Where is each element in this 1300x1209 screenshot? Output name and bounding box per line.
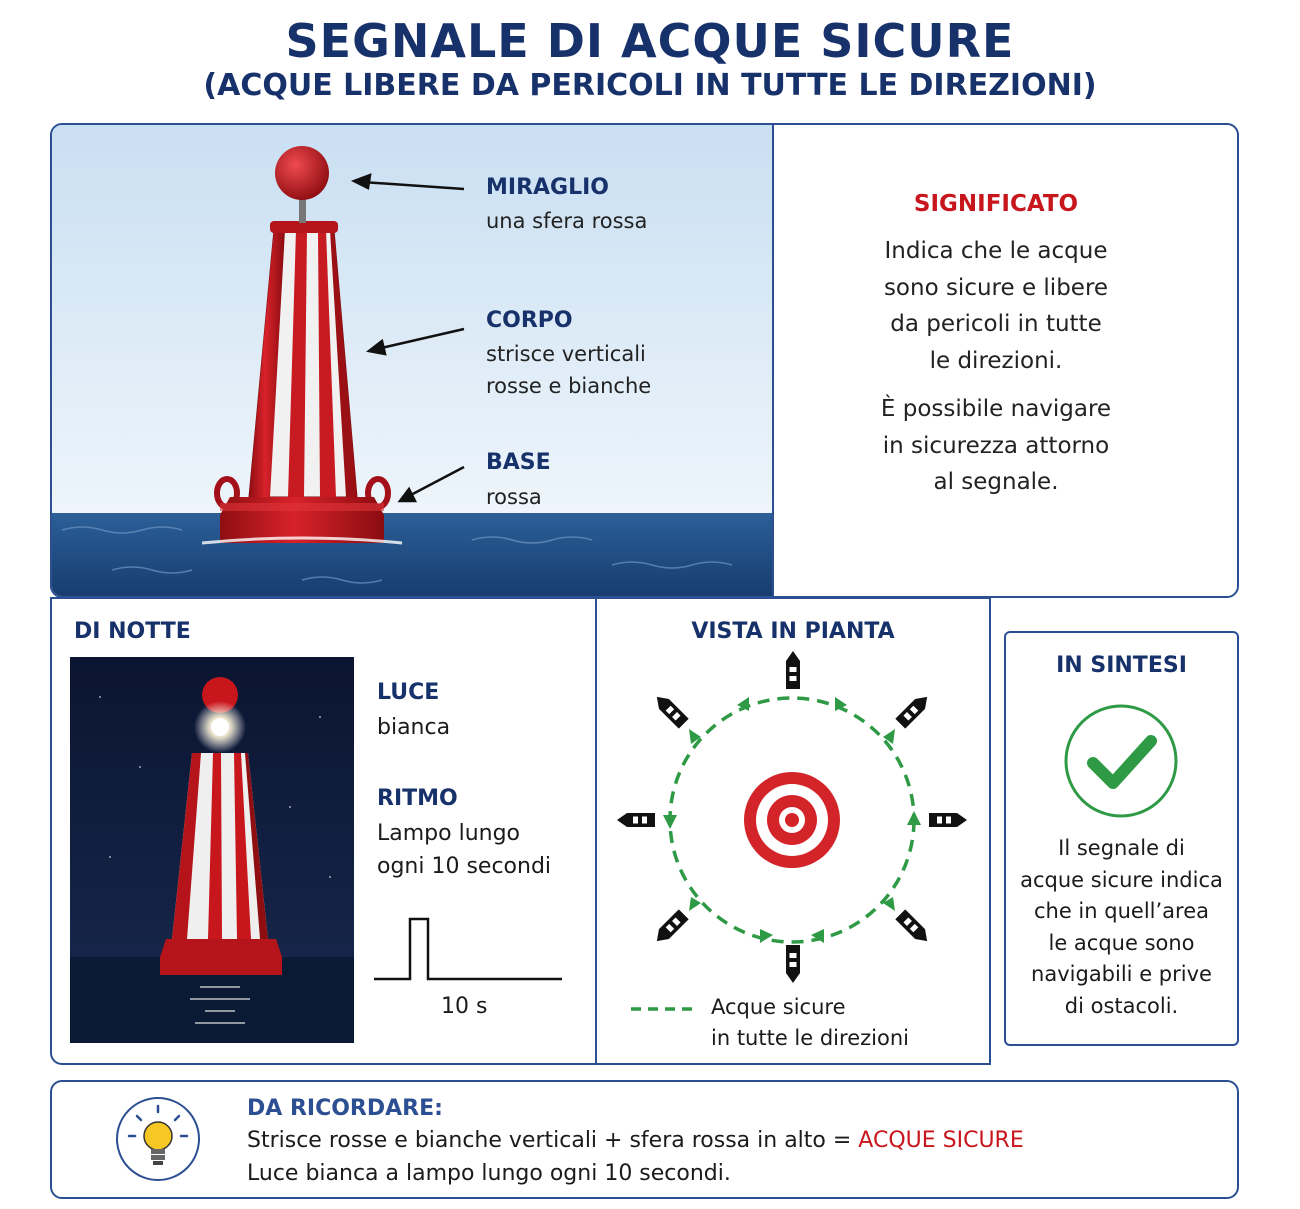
significato-heading: SIGNIFICATO xyxy=(913,191,1079,217)
miraglio-text: una sfera rossa xyxy=(486,209,648,233)
significato-p1-line: le direzioni. xyxy=(929,347,1063,374)
remember-line-1 xyxy=(247,1128,1024,1153)
base-text: rossa xyxy=(486,485,542,509)
luce-text: bianca xyxy=(377,715,451,740)
remember-line-2: Luce bianca a lampo lungo ogni 10 secondi. xyxy=(247,1161,731,1186)
target-icon xyxy=(744,772,840,868)
significato-p1-line: Indica che le acque xyxy=(884,238,1108,264)
summary-line: le acque sono xyxy=(1048,930,1195,955)
miraglio-heading: MIRAGLIO xyxy=(486,175,610,200)
corpo-text-1: strisce verticali xyxy=(486,342,646,366)
summary-line: navigabili e prive xyxy=(1031,962,1212,986)
ritmo-text-2: ogni 10 secondi xyxy=(377,854,552,879)
buoy-card xyxy=(50,123,1239,598)
remember-line-1-text: Strisce rosse e bianche verticali + sfera rossa in alto = xyxy=(247,1128,859,1153)
luce-heading: LUCE xyxy=(377,680,440,705)
flash-rhythm-diagram xyxy=(372,911,567,983)
summary-text xyxy=(1006,833,1237,1022)
remember-highlight: ACQUE SICURE xyxy=(858,1128,1024,1153)
summary-line: di ostacoli. xyxy=(1064,993,1179,1018)
lightbulb-icon xyxy=(115,1096,201,1182)
significato-paragraph-1 xyxy=(776,233,1216,379)
checkmark-icon xyxy=(1063,703,1179,819)
summary-line: che in quell’area xyxy=(1033,899,1209,923)
significato-p1-line: da pericoli in tutte xyxy=(890,311,1102,337)
legend-dash-icon xyxy=(631,1003,697,1015)
summary-line: acque sicure indica xyxy=(1020,867,1223,892)
base-heading: BASE xyxy=(486,450,551,475)
corpo-heading: CORPO xyxy=(486,308,573,333)
night-photo xyxy=(70,657,354,1043)
corpo-text-2: rosse e bianche xyxy=(486,374,652,398)
buoy-scene xyxy=(52,125,774,596)
page-subtitle: (ACQUE LIBERE DA PERICOLI IN TUTTE LE DIREZIONI) xyxy=(203,68,1097,103)
legend-text-2: in tutte le direzioni xyxy=(711,1026,909,1050)
ritmo-heading: RITMO xyxy=(377,786,458,811)
significato-panel xyxy=(776,191,1216,501)
significato-p2-line: È possibile navigare xyxy=(880,396,1112,422)
page-title: SEGNALE DI ACQUE SICURE xyxy=(285,14,1015,68)
buoy-illustration xyxy=(52,125,774,596)
summary-line: Il segnale di xyxy=(1058,836,1185,860)
significato-p1-line: sono sicure e libere xyxy=(883,274,1109,301)
plan-view-card xyxy=(595,597,991,1065)
night-card xyxy=(50,597,597,1065)
summary-heading: IN SINTESI xyxy=(1056,653,1187,678)
ritmo-text-1: Lampo lungo xyxy=(377,821,521,846)
significato-p2-line: in sicurezza attorno xyxy=(882,432,1110,459)
significato-p2-line: al segnale. xyxy=(933,469,1059,495)
legend-text-1: Acque sicure xyxy=(711,995,846,1019)
remember-heading: DA RICORDARE: xyxy=(247,1096,443,1121)
period-label: 10 s xyxy=(441,994,488,1019)
remember-card xyxy=(50,1080,1239,1199)
significato-paragraph-2 xyxy=(776,391,1216,501)
topmark-sphere xyxy=(275,146,329,200)
plan-view-diagram xyxy=(597,639,989,999)
summary-card xyxy=(1004,631,1239,1046)
plan-view-heading: VISTA IN PIANTA xyxy=(691,619,895,644)
night-heading: DI NOTTE xyxy=(74,619,191,644)
